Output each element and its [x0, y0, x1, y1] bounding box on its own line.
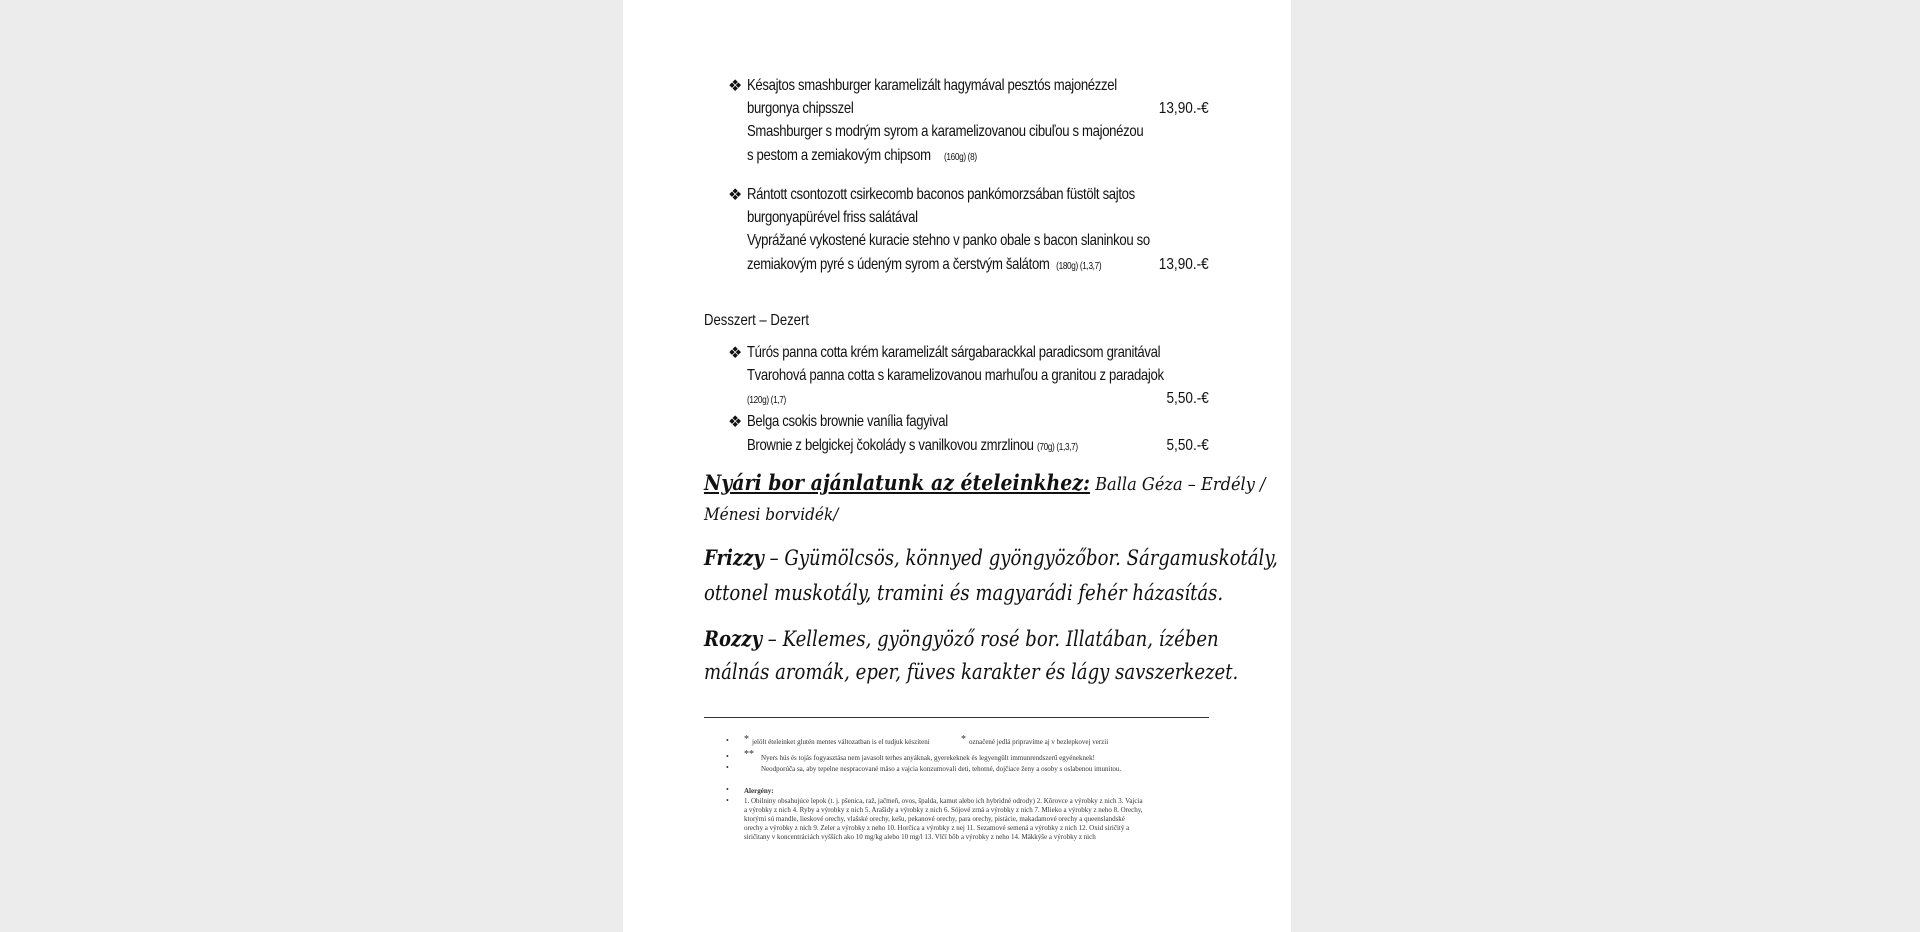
item-name-hu: Késajtos smashburger karamelizált hagymával pesztós majonézzel — [747, 77, 1117, 94]
wine-rozzy-desc: – Kellemes, gyöngyöző rosé bor. Illatában, ízében — [762, 627, 1219, 651]
document-page — [623, 0, 1291, 932]
bullet-icon: ❖ — [728, 76, 743, 95]
asterisk-mark: * — [744, 734, 749, 745]
footnote-bullet: • — [726, 763, 729, 772]
allergen-list-line: 1. Obilniny obsahujúce lepok (t. j. pšenica, raž, jačmeň, ovos, špalda, kamut alebo ich hybridné odrody) 2. Kôrovce a výrobky z nich 3. Vajcia — [744, 797, 1143, 805]
item-name-hu-cont: burgonya chipsszel — [747, 100, 854, 117]
wine-title: Nyári bor ajánlatunk az ételeinkhez: — [704, 470, 1091, 495]
wine-rozzy-name: Rozzy — [704, 626, 763, 651]
item-price: 13,90.-€ — [1159, 100, 1209, 117]
footnote-raw-sk: Neodporúča sa, aby tepelne nespracované mäso a vajcia konzumovali deti, tehotné, dojčiace ženy a osoby s oslabenou imunitou. — [761, 765, 1122, 773]
footnote-bullet: • — [726, 785, 729, 794]
allergen-list-line: orechy a výrobky z nich 9. Zeler a výrobky z neho 10. Horčica a výrobky z nej 11. Sezamové semená a výrobky z nich 12. Oxid siričitý a — [744, 824, 1130, 832]
item-name-sk: Vyprážané vykostené kuracie stehno v panko obale s bacon slaninkou so — [747, 232, 1150, 249]
item-name-hu: Túrós panna cotta krém karamelizált sárgabarackkal paradicsom granitával — [747, 344, 1161, 361]
item-price: 5,50.-€ — [1166, 437, 1209, 454]
bullet-icon: ❖ — [728, 412, 743, 431]
item-name-sk: Brownie z belgickej čokolády s vanilkovou zmrzlinou (70g) (1,3,7) — [747, 437, 1078, 454]
wine-frizzy-desc: – Gyümölcsös, könnyed gyöngyözőbor. Sárgamuskotály, — [763, 546, 1278, 570]
footnote-raw-hu: Nyers hús és tojás fogyasztása nem javasolt terhes anyáknak, gyerekeknek és legyengült immunrendszerű egyéneknek! — [761, 754, 1095, 762]
item-name-sk-cont: zemiakovým pyré s údeným syrom a čerstvým šalátom (180g) (1,3,7) — [747, 256, 1102, 273]
item-price: 5,50.-€ — [1166, 390, 1209, 407]
wine-frizzy-name: Frizzy — [704, 545, 764, 570]
wine-rozzy — [704, 626, 1219, 651]
footnote-bullet: • — [726, 752, 729, 761]
bullet-icon: ❖ — [728, 185, 743, 204]
item-name-hu: Belga csokis brownie vanília fagyival — [747, 413, 948, 430]
bullet-icon: ❖ — [728, 343, 743, 362]
footnote-bullet: • — [726, 796, 729, 805]
allergen-list-line: siričitany v koncentráciách vyšších ako 10 mg/kg alebo 10 mg/l 13. Vlčí bôb a výrobky z neho 14. Mäkkýše a výrobky z nich — [744, 833, 1096, 841]
wine-frizzy-desc-cont: ottonel muskotály, tramini és magyarádi fehér házasítás. — [704, 581, 1224, 605]
asterisk-mark: * — [961, 734, 966, 745]
item-name-sk: Smashburger s modrým syrom a karamelizovanou cibuľou s majonézou — [747, 123, 1144, 140]
wine-maker: Balla Géza – Erdély / — [1090, 474, 1266, 495]
item-name-hu: Rántott csontozott csirkecomb baconos pankómorzsában füstölt sajtos — [747, 186, 1135, 203]
item-allergens: (160g) (8) — [943, 152, 977, 163]
allergen-list-line: ktorými sú mandle, lieskové orechy, vlašské orechy, kešu, pekanové orechy, para orechy, pistácie, makadamové orechy a queenslandské — [744, 815, 1125, 823]
wine-rozzy-desc-cont: málnás aromák, eper, füves karakter és lágy savszerkezet. — [704, 660, 1239, 684]
wine-region: Ménesi borvidék/ — [704, 505, 839, 525]
section-heading-dessert: Desszert – Dezert — [704, 312, 809, 329]
item-name-hu-cont: burgonyapürével friss salátával — [747, 209, 918, 226]
asterisk-mark: ** — [744, 749, 754, 760]
item-allergens: (180g) (1,3,7) — [1056, 261, 1102, 272]
item-name-sk-cont: s pestom a zemiakovým chipsom (160g) (8) — [747, 147, 977, 164]
allergen-title: Alergény: — [744, 787, 774, 795]
footnote-gluten-hu: jelölt ételeinket glutén mentes változatban is el tudjuk készíteni — [752, 738, 930, 746]
allergen-list-line: a výrobky z nich 4. Ryby a výrobky z nich 5. Arašidy a výrobky z nich 6. Sójové zrná a výrobky z nich 7. Mlieko a výrobky z neho 8. Orechy, — [744, 806, 1143, 814]
footnote-gluten-sk: označené jedlá pripravíme aj v bezlepkovej verzii — [969, 738, 1109, 746]
footnote-bullet: • — [726, 736, 729, 745]
divider — [704, 717, 1209, 718]
item-allergens: (70g) (1,3,7) — [1036, 442, 1078, 453]
item-price: 13,90.-€ — [1159, 256, 1209, 273]
wine-frizzy — [704, 545, 1278, 570]
item-name-sk: Tvarohová panna cotta s karamelizovanou marhuľou a granitou z paradajok — [747, 367, 1164, 384]
wine-recommendation-title — [704, 470, 1265, 495]
item-allergens: (120g) (1,7) — [747, 395, 786, 406]
